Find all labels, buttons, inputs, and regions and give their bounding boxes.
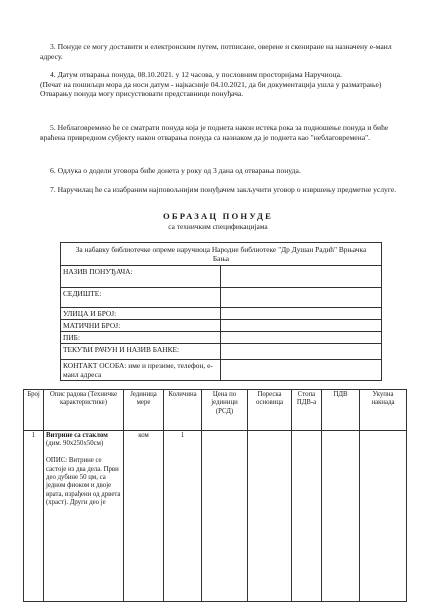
field-pib-label: ПИБ:: [61, 332, 221, 344]
field-registry-label: МАТИЧНИ БРОЈ:: [61, 320, 221, 332]
bidder-info-table: [60, 242, 382, 381]
field-contact-value[interactable]: [221, 360, 382, 381]
row-vat-rate[interactable]: [292, 431, 322, 602]
condition-6: [40, 166, 410, 176]
procurement-header: За набавку библиотечке опреме наручиоца Народне библиотеке "Др Душан Радић" Врњачка Бања: [61, 243, 382, 266]
col-quantity: Количина: [164, 390, 202, 431]
row-unit: ком: [124, 431, 164, 602]
condition-4-date: 4. Датум отварања понуда, 08.10.2021. у 12 часова, у пословним просторијама Наручиоца.: [50, 70, 342, 79]
col-unit: Јединица мере: [124, 390, 164, 431]
field-registry-value[interactable]: [221, 320, 382, 332]
col-total: Укупна накнада: [360, 390, 407, 431]
field-seat-label: СЕДИШТЕ:: [61, 288, 221, 308]
row-unit-price[interactable]: [202, 431, 248, 602]
field-bank-value[interactable]: [221, 344, 382, 360]
col-number: Број: [24, 390, 44, 431]
condition-3: [40, 42, 410, 61]
row-item-details: ОПИС: Витрине се састоје из два дела. Први део дубине 50 цм, са једном фиоком и двоје врата, израђени од дрвета (храст). Други део је: [46, 457, 121, 507]
field-street-value[interactable]: [221, 308, 382, 320]
col-vat-rate: Стопа ПДВ-а: [292, 390, 322, 431]
row-vat[interactable]: [322, 431, 360, 602]
col-unit-price: Цена по јединици (РСД): [202, 390, 248, 431]
condition-5: [40, 123, 410, 142]
field-bank-label: ТЕКУЋИ РАЧУН И НАЗИВ БАНКЕ:: [61, 344, 221, 360]
condition-4: [40, 70, 410, 99]
form-title: ОБРАЗАЦ ПОНУДЕ: [162, 211, 274, 221]
col-vat: ПДВ: [322, 390, 360, 431]
condition-3-text: 3. Понуде се могу доставити и електронским путем, потписане, оверене и скениране на назначену е-маил адресу.: [40, 42, 392, 61]
row-item-name: Витрине са стаклом: [46, 432, 108, 439]
field-contact-label: КОНТАКТ ОСОБА: име и презиме, телефон, е-маил адреса: [61, 360, 221, 381]
row-item-dims: (дим. 90x250x50cм): [46, 440, 104, 448]
field-seat-value[interactable]: [221, 288, 382, 308]
row-quantity: 1: [164, 431, 202, 602]
condition-4-attendance: Отварању понуда могу присуствовати представници понуђача.: [40, 89, 244, 99]
condition-7: [40, 185, 410, 195]
field-street-label: УЛИЦА И БРОЈ:: [61, 308, 221, 320]
form-subtitle: са техничким спецификацијама: [168, 222, 268, 231]
row-tax-base[interactable]: [248, 431, 292, 602]
table-row: [24, 431, 407, 602]
col-tax-base: Пореска основица: [248, 390, 292, 431]
condition-6-text: 6. Одлука о додели уговора биће донета у року од 3 дана од отварања понуда.: [50, 166, 301, 175]
condition-4-note: (Печат на пошиљци мора да носи датум - најкасније 04.10.2021, да би документација ушла у разматрање): [40, 79, 382, 89]
row-total[interactable]: [360, 431, 407, 602]
field-pib-value[interactable]: [221, 332, 382, 344]
field-bidder-name-label: НАЗИВ ПОНУЂАЧА:: [61, 266, 221, 288]
col-description: Опис радова (Техничке карактеристике): [44, 390, 124, 431]
row-description: [44, 431, 124, 602]
condition-5-text: 5. Неблаговремено ће се сматрати понуда која је поднета након истека рока за подношење понуда и биће враћена привредном субјекту након отварања понуда са назнаком да је поднета као "неблаговремена".: [40, 123, 389, 142]
items-table: [23, 389, 407, 602]
row-number: 1: [24, 431, 44, 602]
field-bidder-name-value[interactable]: [221, 266, 382, 288]
condition-7-text: 7. Наручилац ће са изабраним најповољнијим понуђачем закључити уговор о извршењу предметне услуге.: [50, 185, 397, 194]
